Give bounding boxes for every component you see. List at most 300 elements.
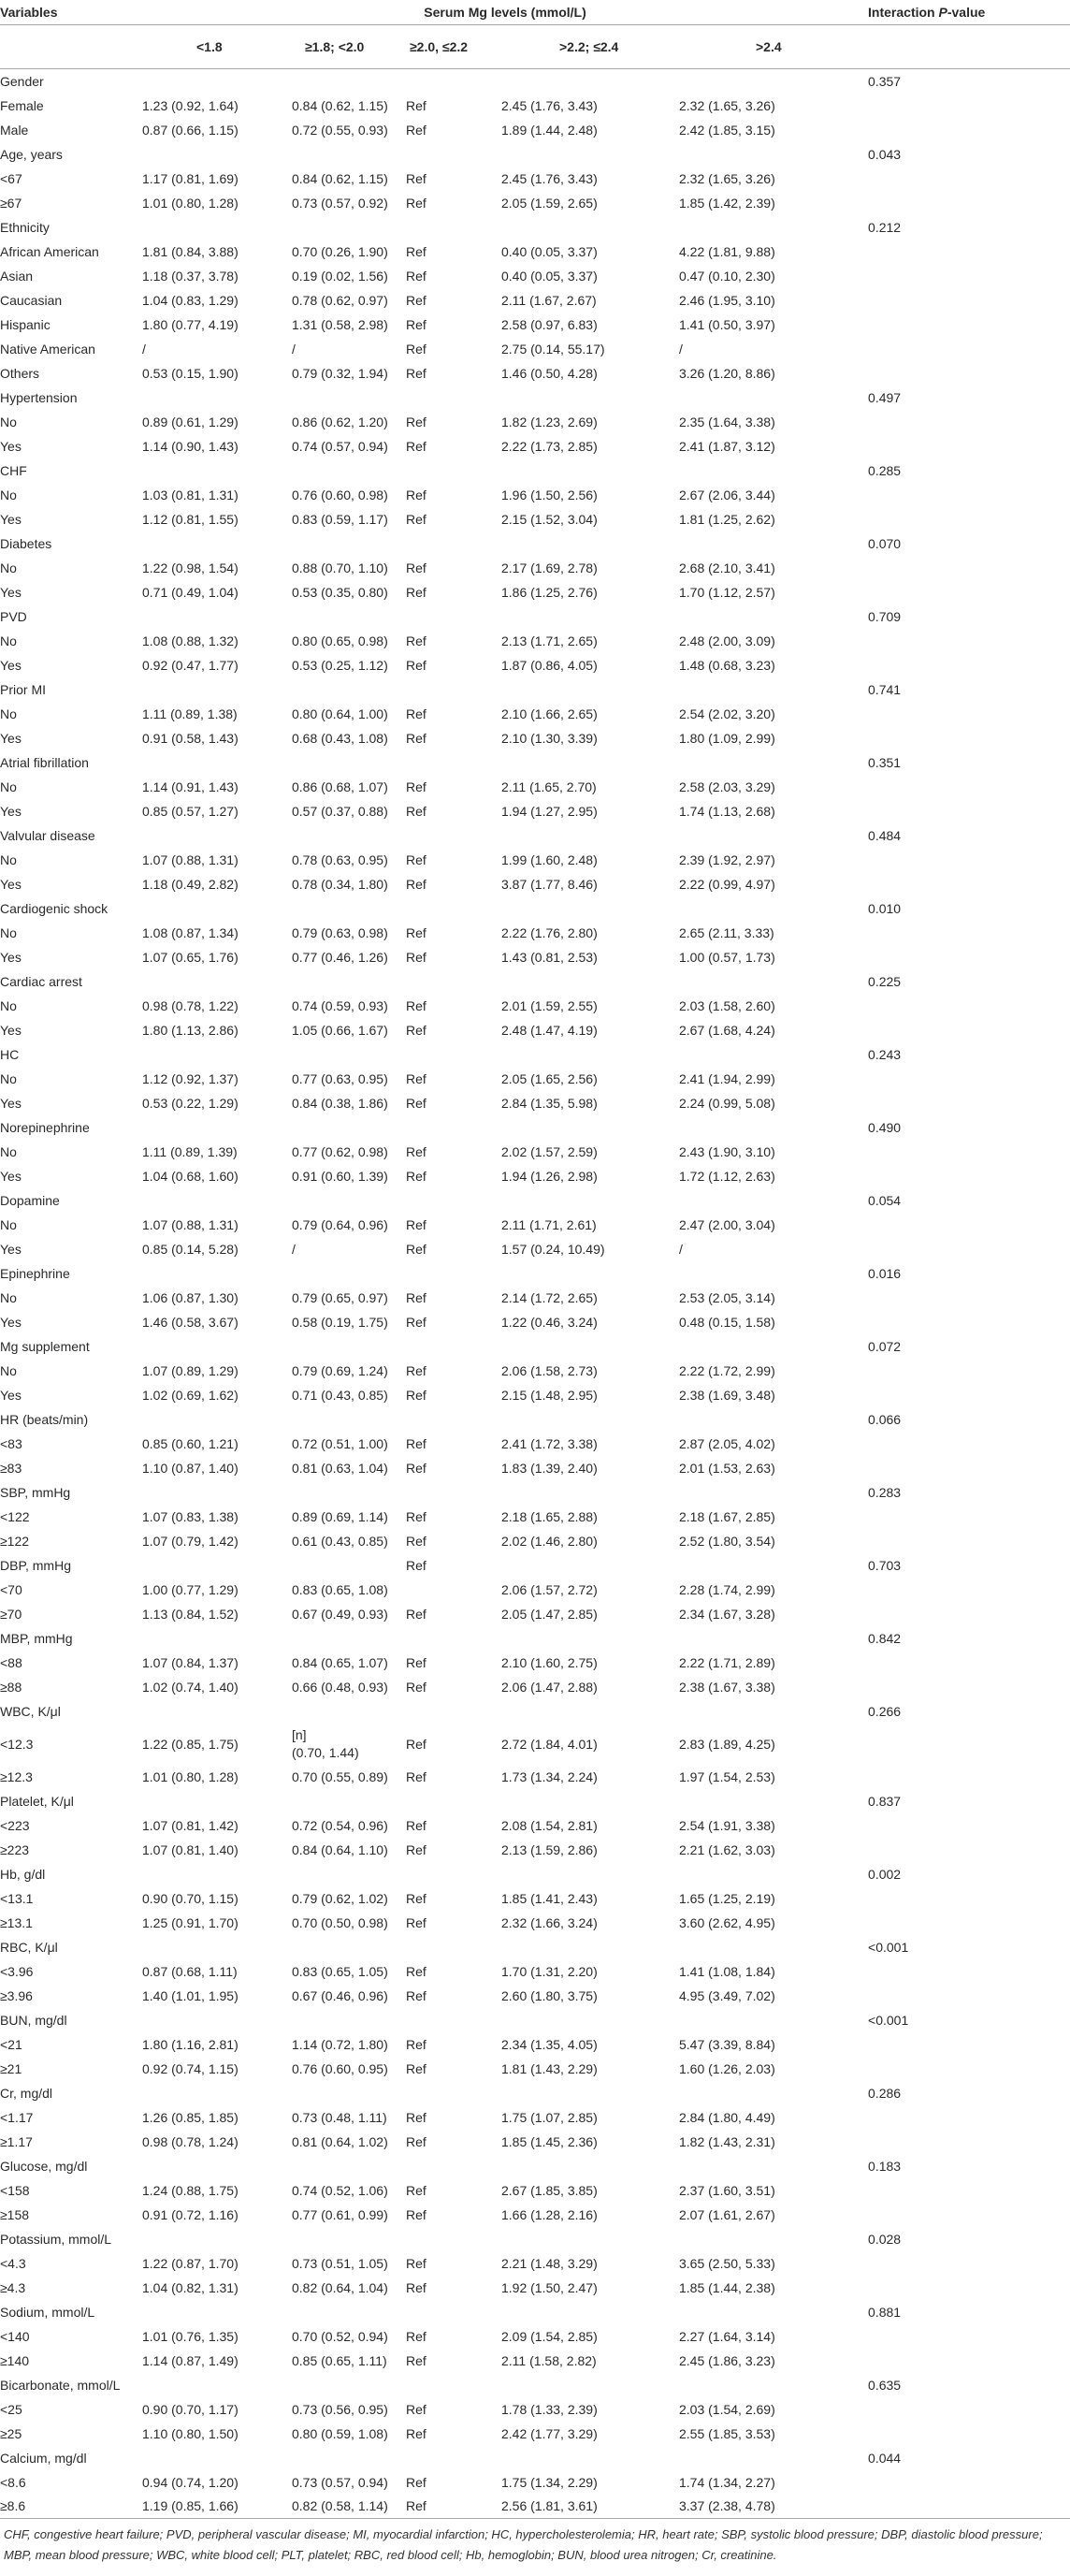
- or-lt-1-8-cell: [142, 1480, 292, 1505]
- or-2-2-to-2-4-cell: [501, 823, 679, 848]
- ref-text: Ref: [406, 657, 427, 673]
- or-1-8-to-2-0-cell: [292, 1959, 406, 1984]
- or-lt-1-8-text: 1.23 (0.92, 1.64): [142, 97, 239, 113]
- interaction-p-text: 0.225: [868, 973, 902, 989]
- variable-text: Mg supplement: [0, 1338, 90, 1354]
- variable-text: Potassium, mmol/L: [0, 2231, 112, 2247]
- ref-text: Ref: [406, 2060, 427, 2076]
- variable-text: RBC, K/μl: [0, 1939, 58, 1955]
- or-1-8-to-2-0-text: 0.79 (0.65, 0.97): [292, 1289, 388, 1305]
- or-gt-2-4-cell: [679, 1334, 868, 1359]
- or-gt-2-4-cell: [679, 2300, 868, 2324]
- or-2-2-to-2-4-text: 1.86 (1.25, 2.76): [501, 584, 598, 600]
- or-lt-1-8-cell: [142, 2373, 292, 2397]
- header-row-levels: [0, 25, 1070, 69]
- variable-text: SBP, mmHg: [0, 1484, 71, 1500]
- or-2-2-to-2-4-cell: [501, 386, 679, 410]
- variable-text: No: [0, 1216, 17, 1232]
- or-2-2-to-2-4-text: 1.70 (1.31, 2.20): [501, 1963, 598, 1979]
- or-2-2-to-2-4-text: 2.48 (1.47, 4.19): [501, 1022, 598, 1038]
- or-2-2-to-2-4-text: 1.78 (1.33, 2.39): [501, 2401, 598, 2417]
- or-lt-1-8-cell: [142, 1626, 292, 1651]
- variable-text: Diabetes: [0, 535, 52, 551]
- variable-text: HC: [0, 1046, 20, 1062]
- or-1-8-to-2-0-cell: [292, 507, 406, 531]
- or-lt-1-8-cell: [142, 2422, 292, 2446]
- or-gt-2-4-cell: [679, 69, 868, 94]
- or-1-8-to-2-0-cell: [292, 1334, 406, 1359]
- variable-cell: [0, 2495, 142, 2519]
- interaction-p-cell: [868, 69, 1070, 94]
- or-gt-2-4-cell: [679, 1984, 868, 2008]
- or-1-8-to-2-0-text: 0.81 (0.64, 1.02): [292, 2133, 388, 2149]
- or-gt-2-4-text: 2.24 (0.99, 5.08): [679, 1095, 775, 1111]
- or-1-8-to-2-0-cell: [292, 1456, 406, 1480]
- or-2-2-to-2-4-cell: [501, 969, 679, 994]
- or-lt-1-8-text: 1.81 (0.84, 3.88): [142, 243, 239, 259]
- or-lt-1-8-cell: [142, 1724, 292, 1765]
- ref-cell: [406, 1505, 501, 1529]
- or-1-8-to-2-0-cell: [292, 1091, 406, 1115]
- or-2-2-to-2-4-text: 1.96 (1.50, 2.56): [501, 487, 598, 502]
- interaction-p-cell: [868, 2470, 1070, 2495]
- or-1-8-to-2-0-text: 0.78 (0.63, 0.95): [292, 851, 388, 867]
- or-lt-1-8-cell: [142, 1018, 292, 1042]
- ref-text: Ref: [406, 633, 427, 648]
- ref-cell: [406, 2057, 501, 2081]
- or-lt-1-8-text: 1.14 (0.87, 1.49): [142, 2352, 239, 2368]
- variable-text: Norepinephrine: [0, 1119, 90, 1135]
- or-lt-1-8-text: 1.10 (0.87, 1.40): [142, 1460, 239, 1476]
- ref-cell: [406, 872, 501, 896]
- or-2-2-to-2-4-cell: [501, 1334, 679, 1359]
- interaction-p-cell: [868, 750, 1070, 775]
- variable-cell: [0, 1765, 142, 1789]
- ref-cell: [406, 1188, 501, 1213]
- interaction-p-cell: [868, 2397, 1070, 2422]
- ref-cell: [406, 1018, 501, 1042]
- or-lt-1-8-cell: [142, 580, 292, 604]
- or-1-8-to-2-0-text: 0.76 (0.60, 0.98): [292, 487, 388, 502]
- or-lt-1-8-text: 0.85 (0.60, 1.21): [142, 1435, 239, 1451]
- table-row: [0, 702, 1070, 726]
- or-1-8-to-2-0-text: 0.71 (0.43, 0.85): [292, 1387, 388, 1403]
- variable-cell: [0, 2251, 142, 2276]
- or-gt-2-4-text: 3.26 (1.20, 8.86): [679, 365, 775, 381]
- or-1-8-to-2-0-cell: [292, 264, 406, 288]
- or-1-8-to-2-0-text: 0.77 (0.63, 0.95): [292, 1070, 388, 1086]
- or-2-2-to-2-4-text: 1.87 (0.86, 4.05): [501, 657, 598, 673]
- or-2-2-to-2-4-cell: [501, 313, 679, 337]
- interaction-p-text: 0.243: [868, 1046, 902, 1062]
- table-section-row: [0, 2008, 1070, 2032]
- or-2-2-to-2-4-cell: [501, 1407, 679, 1432]
- ref-cell: [406, 1578, 501, 1602]
- table-row: [0, 288, 1070, 313]
- or-2-2-to-2-4-text: 1.66 (1.28, 2.16): [501, 2206, 598, 2222]
- or-gt-2-4-cell: [679, 191, 868, 215]
- interaction-p-cell: [868, 264, 1070, 288]
- or-gt-2-4-cell: [679, 1091, 868, 1115]
- or-1-8-to-2-0-cell: [292, 1310, 406, 1334]
- or-gt-2-4-cell: [679, 2373, 868, 2397]
- table-row: [0, 410, 1070, 434]
- variable-text: <1.17: [0, 2109, 34, 2125]
- or-lt-1-8-cell: [142, 507, 292, 531]
- table-section-row: [0, 1042, 1070, 1067]
- variable-cell: [0, 434, 142, 458]
- table-row: [0, 1310, 1070, 1334]
- or-2-2-to-2-4-cell: [501, 2251, 679, 2276]
- or-2-2-to-2-4-cell: [501, 483, 679, 507]
- or-lt-1-8-text: 1.01 (0.76, 1.35): [142, 2328, 239, 2344]
- or-lt-1-8-cell: [142, 1789, 292, 1813]
- variable-text: No: [0, 706, 17, 721]
- or-gt-2-4-cell: [679, 969, 868, 994]
- variable-text: Yes: [0, 657, 22, 673]
- or-2-2-to-2-4-text: 2.17 (1.69, 2.78): [501, 560, 598, 575]
- or-2-2-to-2-4-text: 1.57 (0.24, 10.49): [501, 1241, 605, 1257]
- or-1-8-to-2-0-text: 0.79 (0.69, 1.24): [292, 1362, 388, 1378]
- or-2-2-to-2-4-cell: [501, 2154, 679, 2178]
- or-1-8-to-2-0-cell: [292, 921, 406, 945]
- or-1-8-to-2-0-text: 0.77 (0.62, 0.98): [292, 1143, 388, 1159]
- table-row: [0, 1286, 1070, 1310]
- variable-cell: [0, 2081, 142, 2105]
- or-gt-2-4-text: 3.60 (2.62, 4.95): [679, 1914, 775, 1930]
- or-lt-1-8-cell: [142, 1188, 292, 1213]
- or-1-8-to-2-0-cell: [292, 2154, 406, 2178]
- table-row: [0, 1765, 1070, 1789]
- or-gt-2-4-cell: [679, 1813, 868, 1838]
- table-section-row: [0, 1115, 1070, 1140]
- variable-text: No: [0, 1070, 17, 1086]
- or-lt-1-8-cell: [142, 1505, 292, 1529]
- or-1-8-to-2-0-cell: [292, 677, 406, 702]
- or-1-8-to-2-0-cell: [292, 1813, 406, 1838]
- interaction-p-cell: [868, 142, 1070, 167]
- ref-cell: [406, 264, 501, 288]
- or-lt-1-8-text: 1.14 (0.90, 1.43): [142, 438, 239, 454]
- or-2-2-to-2-4-text: 2.13 (1.59, 2.86): [501, 1841, 598, 1857]
- or-1-8-to-2-0-cell: [292, 1602, 406, 1626]
- ref-text: Ref: [406, 803, 427, 819]
- interaction-p-text: 0.635: [868, 2377, 902, 2393]
- or-lt-1-8-cell: [142, 872, 292, 896]
- or-gt-2-4-cell: [679, 2324, 868, 2349]
- or-lt-1-8-text: 1.46 (0.58, 3.67): [142, 1314, 239, 1330]
- or-lt-1-8-text: 1.40 (1.01, 1.95): [142, 1987, 239, 2003]
- or-1-8-to-2-0-text: 0.79 (0.63, 0.98): [292, 924, 388, 940]
- or-2-2-to-2-4-text: 1.89 (1.44, 2.48): [501, 122, 598, 138]
- or-1-8-to-2-0-cell: [292, 1886, 406, 1911]
- variable-text: Bicarbonate, mmol/L: [0, 2377, 121, 2393]
- or-lt-1-8-text: 1.22 (0.87, 1.70): [142, 2255, 239, 2271]
- table-section-row: [0, 1789, 1070, 1813]
- interaction-p-cell: [868, 2154, 1070, 2178]
- or-lt-1-8-text: 0.92 (0.47, 1.77): [142, 657, 239, 673]
- or-gt-2-4-text: 2.03 (1.54, 2.69): [679, 2401, 775, 2417]
- or-2-2-to-2-4-text: 2.22 (1.73, 2.85): [501, 438, 598, 454]
- interaction-p-cell: [868, 1432, 1070, 1456]
- ref-text: Ref: [406, 122, 427, 138]
- or-1-8-to-2-0-cell: [292, 556, 406, 580]
- or-lt-1-8-cell: [142, 1984, 292, 2008]
- ref-cell: [406, 2397, 501, 2422]
- variable-cell: [0, 1261, 142, 1286]
- or-2-2-to-2-4-text: 2.45 (1.76, 3.43): [501, 97, 598, 113]
- or-1-8-to-2-0-text: 0.73 (0.48, 1.11): [292, 2109, 387, 2125]
- or-2-2-to-2-4-cell: [501, 750, 679, 775]
- or-gt-2-4-cell: [679, 2154, 868, 2178]
- or-2-2-to-2-4-text: 2.11 (1.71, 2.61): [501, 1216, 597, 1232]
- variable-cell: [0, 167, 142, 191]
- or-gt-2-4-text: 2.32 (1.65, 3.26): [679, 170, 775, 186]
- variable-text: No: [0, 633, 17, 648]
- or-2-2-to-2-4-text: 2.15 (1.52, 3.04): [501, 511, 598, 527]
- variable-cell: [0, 1813, 142, 1838]
- or-gt-2-4-cell: [679, 2130, 868, 2154]
- or-gt-2-4-text: 2.07 (1.61, 2.67): [679, 2206, 775, 2222]
- variable-cell: [0, 507, 142, 531]
- interaction-p-text: 0.266: [868, 1703, 902, 1719]
- or-lt-1-8-cell: [142, 1115, 292, 1140]
- or-lt-1-8-cell: [142, 313, 292, 337]
- ref-text: Ref: [406, 1314, 427, 1330]
- ref-text: Ref: [406, 438, 427, 454]
- or-lt-1-8-cell: [142, 1407, 292, 1432]
- table-row: [0, 2057, 1070, 2081]
- table-row: [0, 1602, 1070, 1626]
- or-2-2-to-2-4-cell: [501, 1018, 679, 1042]
- ref-text: Ref: [406, 949, 427, 965]
- ref-text: Ref: [406, 2279, 427, 2295]
- interaction-p-cell: [868, 1383, 1070, 1407]
- or-2-2-to-2-4-cell: [501, 2422, 679, 2446]
- variable-text: Yes: [0, 730, 22, 746]
- interaction-p-cell: [868, 337, 1070, 361]
- ref-cell: [406, 653, 501, 677]
- or-lt-1-8-text: 1.08 (0.87, 1.34): [142, 924, 239, 940]
- variable-text: No: [0, 851, 17, 867]
- or-1-8-to-2-0-text: 0.70 (0.55, 0.89): [292, 1768, 388, 1784]
- or-lt-1-8-cell: [142, 69, 292, 94]
- variable-cell: [0, 1578, 142, 1602]
- table-section-row: [0, 1407, 1070, 1432]
- or-1-8-to-2-0-cell: [292, 2251, 406, 2276]
- interaction-p-cell: [868, 531, 1070, 556]
- ref-text: Ref: [406, 1168, 427, 1184]
- table-row: [0, 507, 1070, 531]
- variable-text: Yes: [0, 511, 22, 527]
- or-1-8-to-2-0-text: 0.53 (0.35, 0.80): [292, 584, 388, 600]
- or-lt-1-8-text: 1.22 (0.98, 1.54): [142, 560, 239, 575]
- or-1-8-to-2-0-text: 0.89 (0.69, 1.14): [292, 1508, 388, 1524]
- table-row: [0, 2130, 1070, 2154]
- table-row: [0, 2105, 1070, 2130]
- interaction-p-cell: [868, 677, 1070, 702]
- or-1-8-to-2-0-text: 0.74 (0.59, 0.93): [292, 997, 388, 1013]
- or-gt-2-4-text: 2.28 (1.74, 2.99): [679, 1581, 775, 1597]
- ref-cell: [406, 361, 501, 386]
- or-1-8-to-2-0-cell: [292, 2300, 406, 2324]
- ref-cell: [406, 1091, 501, 1115]
- or-gt-2-4-cell: [679, 1602, 868, 1626]
- or-gt-2-4-cell: [679, 1237, 868, 1261]
- or-2-2-to-2-4-cell: [501, 1699, 679, 1724]
- header-blank-right: [868, 25, 1070, 69]
- interaction-p-text: 0.054: [868, 1192, 902, 1208]
- or-gt-2-4-cell: [679, 1675, 868, 1699]
- variable-cell: [0, 1115, 142, 1140]
- or-2-2-to-2-4-cell: [501, 702, 679, 726]
- variable-cell: [0, 1626, 142, 1651]
- interaction-p-cell: [868, 2349, 1070, 2373]
- ref-text: Ref: [406, 2474, 427, 2490]
- or-2-2-to-2-4-cell: [501, 1529, 679, 1553]
- or-gt-2-4-cell: [679, 118, 868, 142]
- variable-cell: [0, 2276, 142, 2300]
- or-2-2-to-2-4-text: 1.94 (1.27, 2.95): [501, 803, 598, 819]
- variables-header: Variables: [0, 0, 142, 25]
- or-lt-1-8-cell: [142, 2470, 292, 2495]
- table-row: [0, 2032, 1070, 2057]
- variable-text: <83: [0, 1435, 22, 1451]
- or-2-2-to-2-4-cell: [501, 1862, 679, 1886]
- or-1-8-to-2-0-cell: [292, 896, 406, 921]
- interaction-p-cell: [868, 1578, 1070, 1602]
- or-1-8-to-2-0-text: 0.84 (0.65, 1.07): [292, 1654, 388, 1670]
- or-1-8-to-2-0-text: 0.58 (0.19, 1.75): [292, 1314, 388, 1330]
- variable-cell: [0, 531, 142, 556]
- variable-cell: [0, 1984, 142, 2008]
- or-lt-1-8-cell: [142, 775, 292, 799]
- variable-cell: [0, 556, 142, 580]
- or-lt-1-8-cell: [142, 1651, 292, 1675]
- variable-cell: [0, 1018, 142, 1042]
- or-1-8-to-2-0-cell: [292, 1480, 406, 1505]
- or-gt-2-4-text: 5.47 (3.39, 8.84): [679, 2036, 775, 2052]
- or-2-2-to-2-4-text: 2.72 (1.84, 4.01): [501, 1736, 598, 1752]
- variable-text: Valvular disease: [0, 827, 95, 843]
- or-gt-2-4-cell: [679, 1310, 868, 1334]
- or-gt-2-4-text: 0.48 (0.15, 1.58): [679, 1314, 775, 1330]
- or-2-2-to-2-4-text: 2.22 (1.76, 2.80): [501, 924, 598, 940]
- or-2-2-to-2-4-cell: [501, 2276, 679, 2300]
- or-2-2-to-2-4-cell: [501, 1164, 679, 1188]
- ref-cell: [406, 1310, 501, 1334]
- ref-cell: [406, 1261, 501, 1286]
- variable-text: No: [0, 997, 17, 1013]
- or-1-8-to-2-0-cell: [292, 1286, 406, 1310]
- or-2-2-to-2-4-cell: [501, 1984, 679, 2008]
- or-lt-1-8-text: 1.04 (0.83, 1.29): [142, 292, 239, 308]
- variable-text: No: [0, 414, 17, 429]
- or-lt-1-8-text: 1.18 (0.49, 2.82): [142, 876, 239, 892]
- or-2-2-to-2-4-cell: [501, 264, 679, 288]
- variable-cell: [0, 872, 142, 896]
- or-1-8-to-2-0-cell: [292, 434, 406, 458]
- interaction-p-text: 0.183: [868, 2158, 902, 2174]
- interaction-p-cell: [868, 2178, 1070, 2203]
- or-2-2-to-2-4-cell: [501, 848, 679, 872]
- or-1-8-to-2-0-cell: [292, 1432, 406, 1456]
- or-gt-2-4-cell: [679, 1529, 868, 1553]
- or-1-8-to-2-0-cell: [292, 191, 406, 215]
- table-section-row: [0, 604, 1070, 629]
- variable-cell: [0, 896, 142, 921]
- ref-cell: [406, 1237, 501, 1261]
- or-2-2-to-2-4-cell: [501, 2130, 679, 2154]
- or-1-8-to-2-0-cell: [292, 288, 406, 313]
- variable-text: ≥8.6: [0, 2498, 26, 2514]
- table-row: [0, 1067, 1070, 1091]
- or-gt-2-4-cell: [679, 361, 868, 386]
- ref-text: Ref: [406, 316, 427, 332]
- ref-cell: [406, 1911, 501, 1935]
- or-lt-1-8-cell: [142, 653, 292, 677]
- interaction-p-cell: [868, 1164, 1070, 1188]
- or-gt-2-4-text: 1.48 (0.68, 3.23): [679, 657, 775, 673]
- or-gt-2-4-cell: [679, 750, 868, 775]
- or-lt-1-8-cell: [142, 1699, 292, 1724]
- or-2-2-to-2-4-cell: [501, 1310, 679, 1334]
- or-1-8-to-2-0-cell: [292, 1067, 406, 1091]
- ref-text: Ref: [406, 1387, 427, 1403]
- interaction-p-cell: [868, 1553, 1070, 1578]
- or-lt-1-8-cell: [142, 2178, 292, 2203]
- or-lt-1-8-cell: [142, 1838, 292, 1862]
- ref-cell: [406, 483, 501, 507]
- or-gt-2-4-cell: [679, 2008, 868, 2032]
- ref-cell: [406, 531, 501, 556]
- or-lt-1-8-cell: [142, 2495, 292, 2519]
- table-body: [0, 69, 1070, 2519]
- interaction-p-cell: [868, 2130, 1070, 2154]
- or-gt-2-4-cell: [679, 799, 868, 823]
- or-2-2-to-2-4-cell: [501, 434, 679, 458]
- or-1-8-to-2-0-cell: [292, 1911, 406, 1935]
- or-lt-1-8-cell: [142, 2251, 292, 2276]
- ref-cell: [406, 702, 501, 726]
- variable-cell: [0, 2008, 142, 2032]
- or-2-2-to-2-4-cell: [501, 2032, 679, 2057]
- or-lt-1-8-text: 1.07 (0.88, 1.31): [142, 1216, 239, 1232]
- interaction-p-cell: [868, 1091, 1070, 1115]
- or-1-8-to-2-0-text: 0.68 (0.43, 1.08): [292, 730, 388, 746]
- interaction-p-text: 0.066: [868, 1411, 902, 1427]
- or-lt-1-8-cell: [142, 1383, 292, 1407]
- ref-text: Ref: [406, 268, 427, 284]
- or-lt-1-8-cell: [142, 726, 292, 750]
- interaction-p-text: 0.285: [868, 462, 902, 478]
- or-lt-1-8-text: 1.14 (0.91, 1.43): [142, 779, 239, 794]
- variable-cell: [0, 580, 142, 604]
- ref-cell: [406, 2422, 501, 2446]
- or-lt-1-8-text: 1.07 (0.83, 1.38): [142, 1508, 239, 1524]
- or-1-8-to-2-0-cell: [292, 2008, 406, 2032]
- interaction-p-cell: [868, 1286, 1070, 1310]
- interaction-p-cell: [868, 1115, 1070, 1140]
- interaction-p-cell: [868, 1935, 1070, 1959]
- ref-cell: [406, 750, 501, 775]
- or-gt-2-4-cell: [679, 1407, 868, 1432]
- or-lt-1-8-cell: [142, 556, 292, 580]
- or-1-8-to-2-0-cell: [292, 2349, 406, 2373]
- interaction-p-cell: [868, 896, 1070, 921]
- ref-cell: [406, 1067, 501, 1091]
- variable-cell: [0, 1651, 142, 1675]
